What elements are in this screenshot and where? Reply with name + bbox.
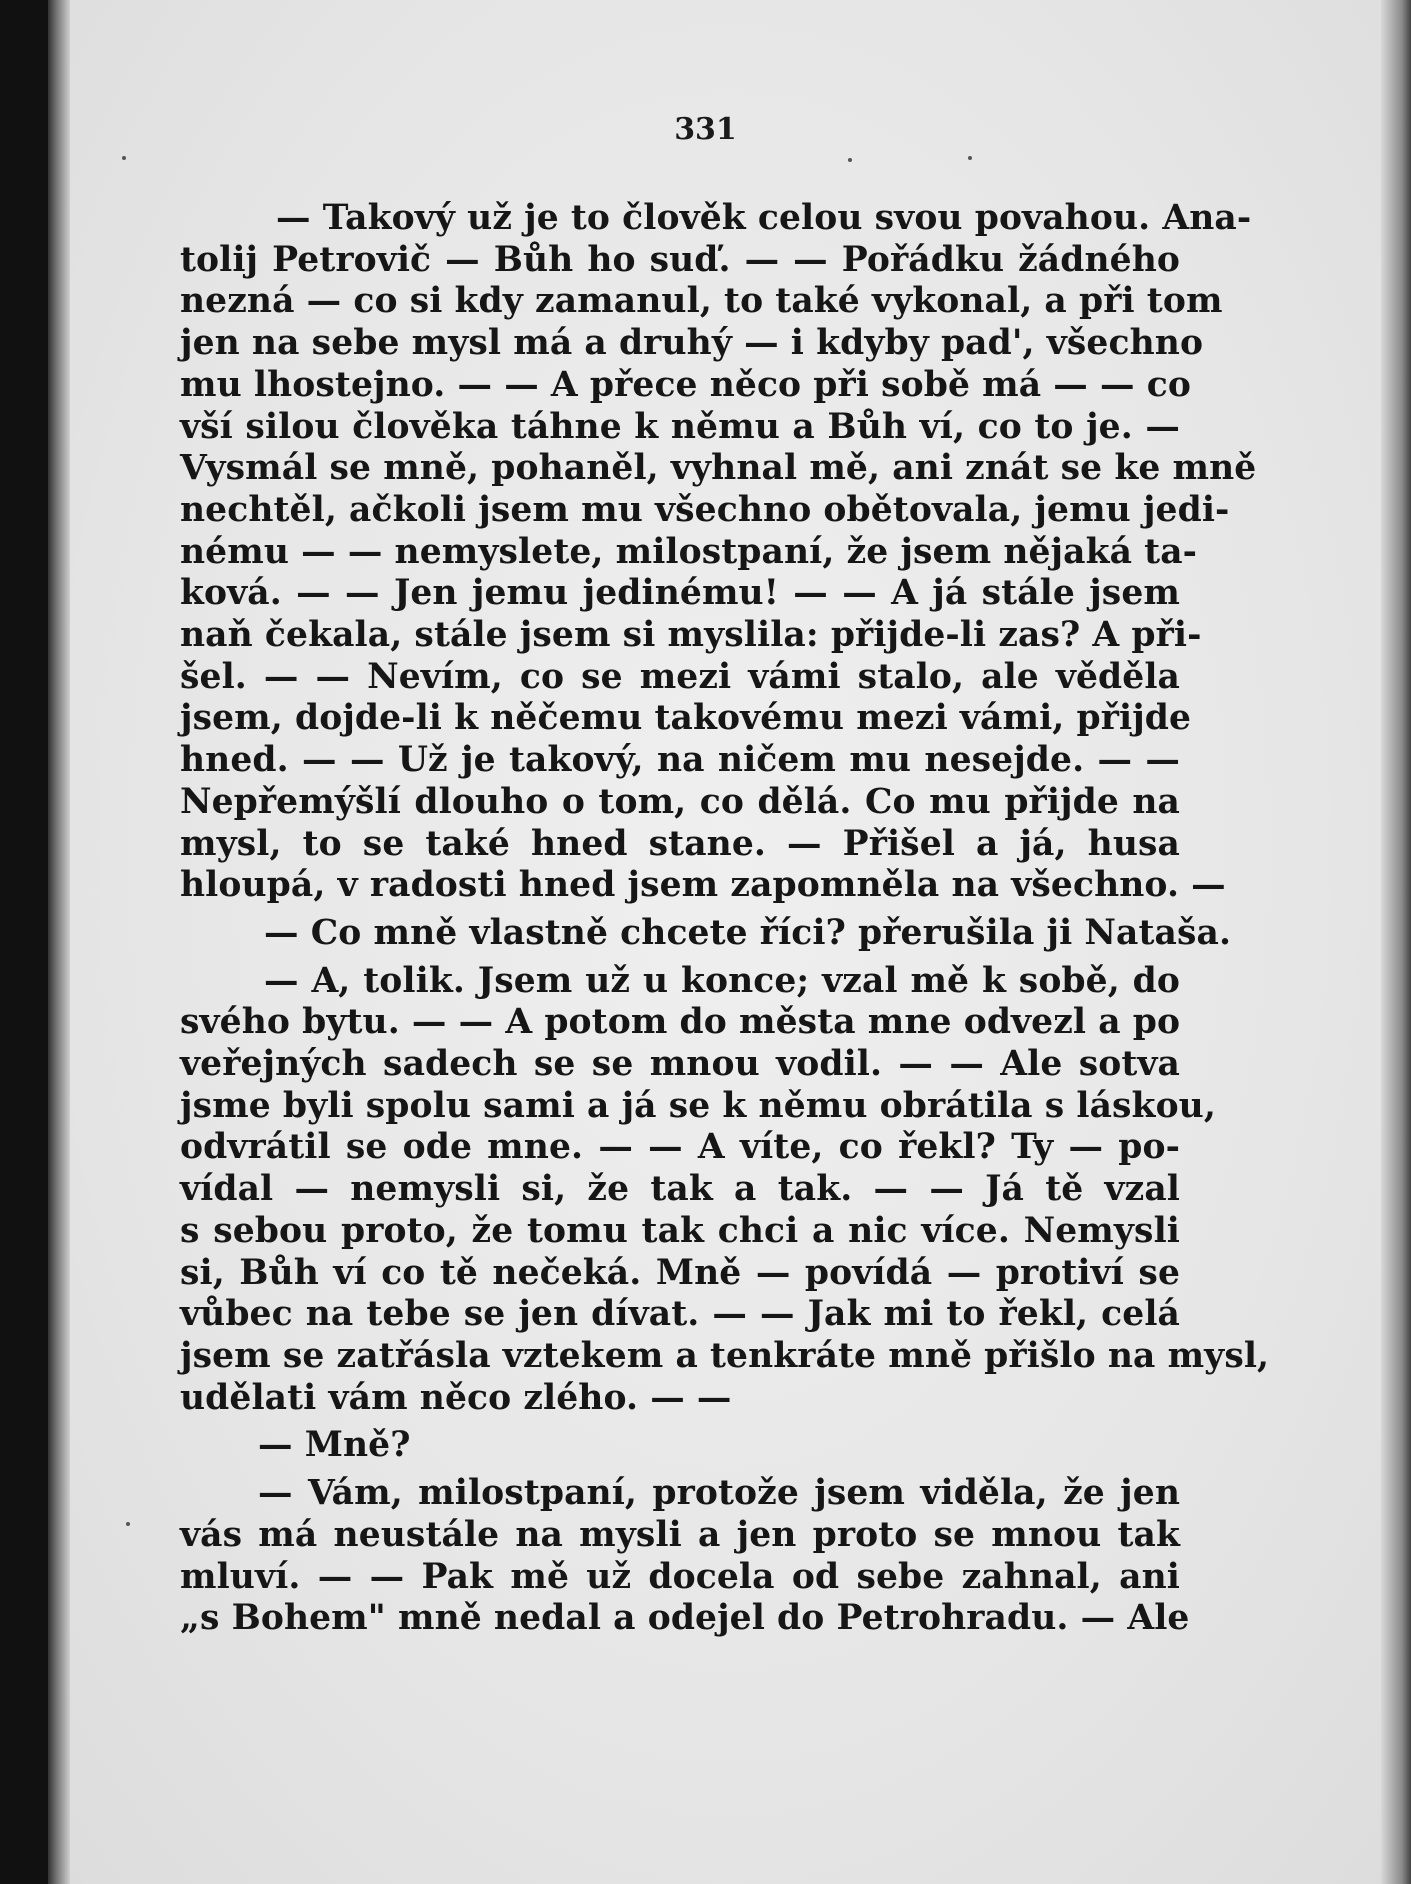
text-line: nezná — co si kdy zamanul, to také vykonal, a při tom [180,281,1223,322]
text-line: naň čekala, stále jsem si myslila: přijde-li zas? A při- [180,615,1202,656]
text-line: šel. — — Nevím, co se mezi vámi stalo, ale věděla [180,656,1180,697]
text-line: veřejných sadech se se mnou vodil. — — Ale sotva [180,1044,1180,1085]
text-line: mysl, to se také hned stane. — Přišel a já, husa [180,823,1180,864]
speck [968,156,972,160]
text-line: jsem se zatřásla vztekem a tenkráte mně přišlo na mysl, [180,1335,1270,1376]
text-line: — Vám, milostpaní, protože jsem viděla, že jen [258,1473,1180,1514]
text-line: hned. — — Už je takový, na ničem mu nesejde. — — [180,740,1180,781]
text-line: vídal — nemysli si, že tak a tak. — — Já tě vzal [180,1169,1180,1210]
page-edge-shadow [1381,0,1411,1884]
text-line: svého bytu. — — A potom do města mne odvezl a po [180,1002,1181,1043]
text-line: odvrátil se ode mne. — — A víte, co řekl? Ty — po- [180,1127,1180,1168]
speck [848,158,852,162]
body-text [180,198,1270,1640]
text-line: hloupá, v radosti hned jsem zapomněla na všechno. — [180,865,1226,906]
text-line: Vysmál se mně, pohaněl, vyhnal mě, ani znát se ke mně [180,448,1257,489]
text-line: jsem, dojde-li k něčemu takovému mezi vámi, přijde [180,698,1192,739]
speck [122,156,126,160]
text-line: — Mně? [258,1425,411,1466]
text-line: vás má neustále na mysli a jen proto se mnou tak [180,1514,1180,1555]
text-line: Nepřemýšlí dlouho o tom, co dělá. Co mu přijde na [180,781,1180,822]
text-line: s sebou proto, že tomu tak chci a nic více. Nemysli [180,1210,1180,1251]
text-line: jsme byli spolu sami a já se k němu obrátila s láskou, [180,1085,1216,1126]
page-number: 331 [674,112,737,147]
text-line: tolij Petrovič — Bůh ho suď. — — Pořádku žádného [180,239,1180,280]
text-line: mu lhostejno. — — A přece něco při sobě má — — co [180,364,1191,405]
text-line: si, Bůh ví co tě nečeká. Mně — povídá — protiví se [180,1252,1180,1293]
text-line: — Co mně vlastně chcete říci? přerušila ji Nataša. [264,912,1232,953]
text-line: nému — — nemyslete, milostpaní, že jsem nějaká ta- [180,531,1198,572]
speck [126,1522,130,1526]
text-line: mluví. — — Pak mě už docela od sebe zahnal, ani [180,1556,1180,1597]
text-line: — Takový už je to člověk celou svou povahou. Ana- [276,198,1252,238]
text-line: nechtěl, ačkoli jsem mu všechno obětovala, jemu jedi- [180,489,1230,530]
text-line: ková. — — Jen jemu jedinému! — — A já stále jsem [180,573,1180,614]
text-line: vší silou člověka táhne k němu a Bůh ví, co to je. — [180,406,1180,447]
text-line: „s Bohem" mně nedal a odejel do Petrohradu. — Ale [180,1598,1190,1639]
text-line: udělati vám něco zlého. — — [180,1377,732,1418]
text-line: vůbec na tebe se jen dívat. — — Jak mi to řekl, celá [180,1294,1180,1335]
text-line: — A, tolik. Jsem už u konce; vzal mě k sobě, do [264,960,1180,1001]
text-line: jen na sebe mysl má a druhý — i kdyby pad', všechno [180,323,1204,364]
page-gutter-shadow [48,0,70,1884]
